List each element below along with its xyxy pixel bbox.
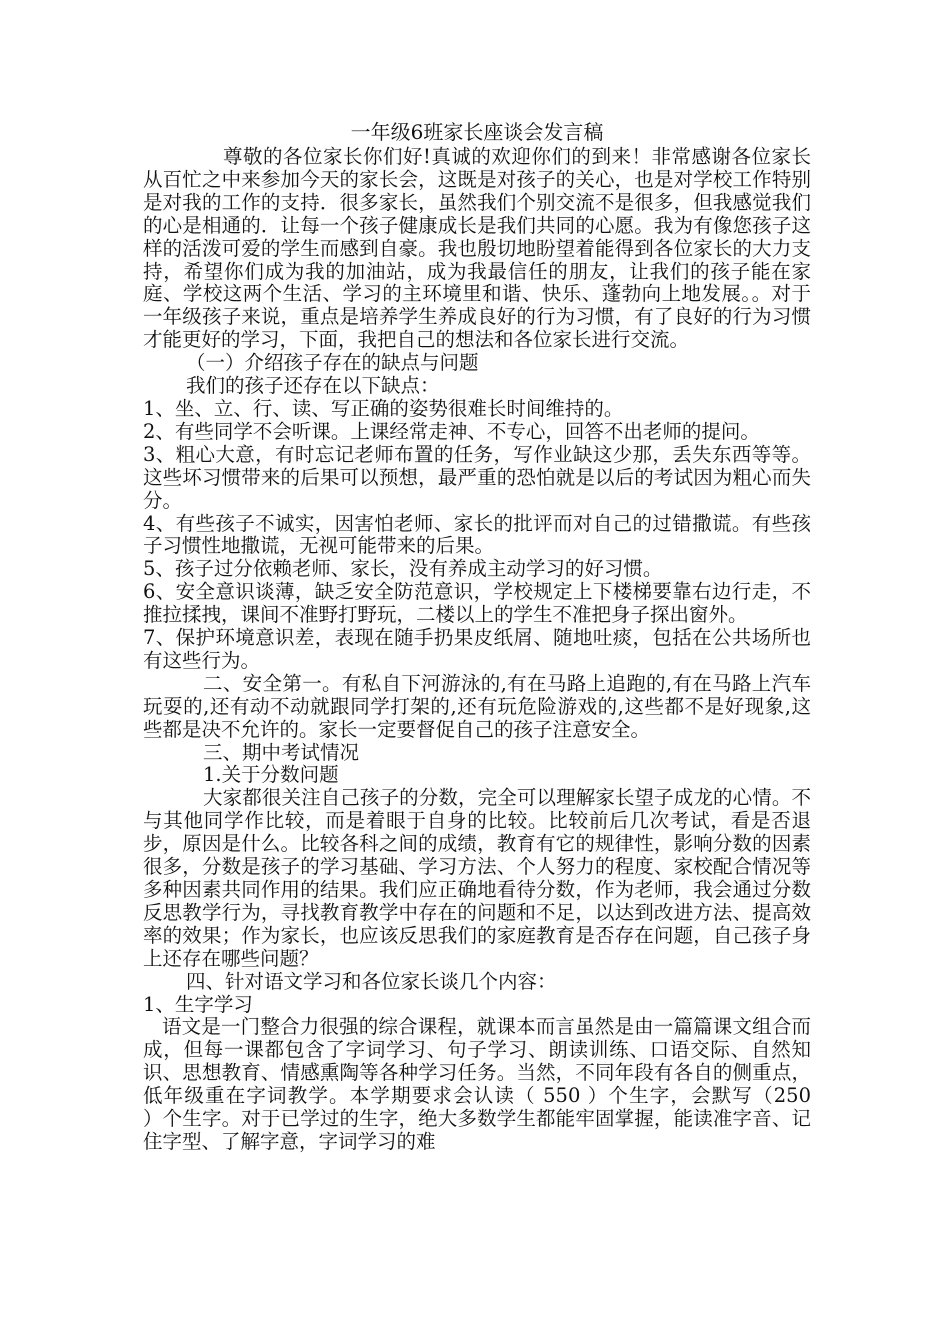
p-greeting: 尊敬的各位家长你们好!真诚的欢迎你们的到来！非常感谢各位家长从百忙之中来参加今天的家长会，这既是对孩子的关心，也是对学校工作特别是对我的工作的支持．很多家长，虽然我们个别交流不是很多，但我感觉我们的心是相通的．让每一个孩子健康成长是我们共同的心愿。我为有像您孩子这样的活泼可爱的学生而感到自豪。我也殷切地盼望着能得到各位家长的大力支持，希望你们成为我的加油站，成为我最信任的朋友，让我们的孩子能在家庭、学校这两个生活、学习的主环境里和谐、快乐、蓬勃向上地发展。。对于一年级孩子来说，重点是培养学生养成良好的行为习惯，有了良好的行为习惯才能更好的学习，下面，我把自己的想法和各位家长进行交流。 xyxy=(143,145,811,352)
section-2: 二、安全第一。有私自下河游泳的,有在马路上追跑的,有在马路上汽车玩耍的,还有动不动就跟同学打架的,还有玩危险游戏的,这些都不是好现象,这些都是决不允许的。家长一定要督促自己的孩子注意安全。 xyxy=(143,671,811,741)
document-body xyxy=(143,145,837,1154)
section-4-sub: 1、生字学习 xyxy=(143,992,253,1016)
p-shortcomings-intro: 我们的孩子还存在以下缺点： xyxy=(186,374,440,398)
item-7: 7、保护环境意识差，表现在随手扔果皮纸屑、随地吐痰，包括在公共场所也有这些行为。 xyxy=(143,626,811,672)
p-characters: 语文是一门整合力很强的综合课程，就课本而言虽然是由一篇篇课文组合而成，但每一课都包含了字词学习、句子学习、朗读训练、口语交际、自然知识、思想教育、情感熏陶等各种学习任务。当然，不同年段有各自的侧重点，低年级重在字词教学。本学期要求会认读（ 550 ）个生字，会默写（250 ）个生字。对于已学过的生字，绝大多数学生都能牢固掌握，能读准字音、记住字型、了解字意，字词学习的难 xyxy=(143,1015,837,1153)
section-3-heading: 三、期中考试情况 xyxy=(203,740,360,764)
item-3: 3、粗心大意，有时忘记老师布置的任务，写作业缺这少那，丢失东西等等。这些坏习惯带来的后果可以预想，最严重的恐怕就是以后的考试因为粗心而失分。 xyxy=(143,442,811,512)
item-2: 2、有些同学不会听课。上课经常走神、不专心，回答不出老师的提问。 xyxy=(143,419,760,443)
document-page xyxy=(143,118,837,1154)
section-3-sub: 1.关于分数问题 xyxy=(203,763,339,787)
document-title: 一年级6班家长座谈会发言稿 xyxy=(350,120,604,144)
item-6: 6、安全意识谈薄，缺乏安全防范意识，学校规定上下楼梯要靠右边行走，不推拉揉拽，课间不准野打野玩，二楼以上的学生不准把身子探出窗外。 xyxy=(143,580,811,627)
item-4: 4、有些孩子不诚实，因害怕老师、家长的批评而对自己的过错撒谎。有些孩子习惯性地撒谎，无视可能带来的后果。 xyxy=(143,511,811,558)
section-4-heading: 四、针对语文学习和各位家长谈几个内容： xyxy=(186,969,557,993)
section-1-heading: （一）介绍孩子存在的缺点与问题 xyxy=(186,351,479,375)
item-5: 5、孩子过分依赖老师、家长，没有养成主动学习的好习惯。 xyxy=(143,557,663,581)
p-scores: 大家都很关注自己孩子的分数，完全可以理解家长望子成龙的心情。不与其他同学作比较，而是着眼于自身的比较。比较前后几次考试，看是否退步，原因是什么。比较各科之间的成绩，教育有它的规律性，影响分数的因素很多，分数是孩子的学习基础、学习方法、个人努力的程度、家校配合情况等多种因素共同作用的结果。我们应正确地看待分数，作为老师，我会通过分数反思教学行为，寻找教育教学中存在的问题和不足，以达到改进方法、提高效率的效果；作为家长，也应该反思我们的家庭教育是否存在问题，自己孩子身上还存在哪些问题？ xyxy=(143,786,811,970)
item-1: 1、坐、立、行、读、写正确的姿势很难长时间维持的。 xyxy=(143,396,624,420)
